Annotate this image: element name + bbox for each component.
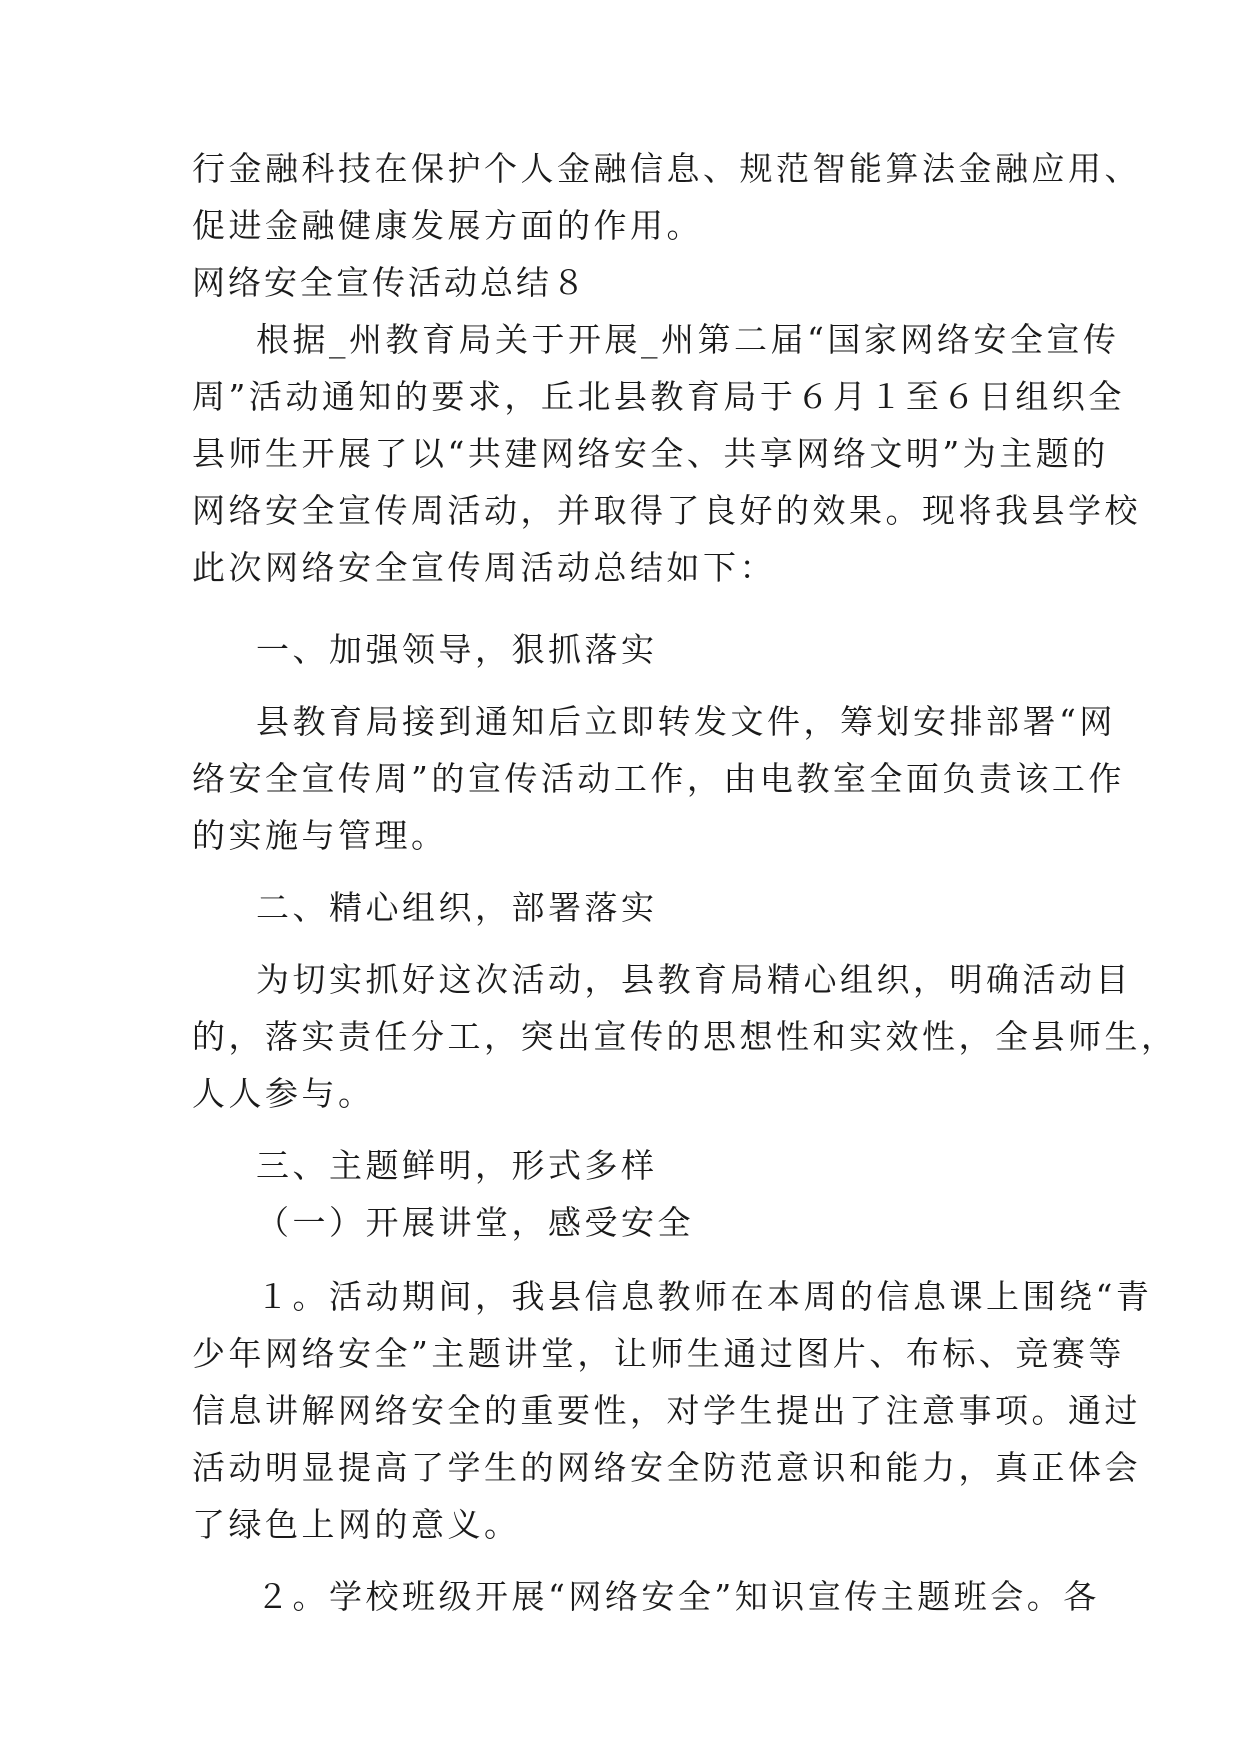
paragraph-line: 的，落实责任分工，突出宣传的思想性和实效性，全县师生， xyxy=(192,1017,1178,1056)
paragraph-line: 周”活动通知的要求，丘北县教育局于６月１至６日组织全 xyxy=(192,377,1125,416)
paragraph-line: 此次网络安全宣传周活动总结如下： xyxy=(192,548,776,587)
paragraph-line: 根据_州教育局关于开展_州第二届“国家网络安全宣传 xyxy=(256,320,1120,359)
paragraph-line: 县师生开展了以“共建网络安全、共享网络文明”为主题的 xyxy=(192,434,1109,473)
paragraph-line: １。活动期间，我县信息教师在本周的信息课上围绕“青 xyxy=(256,1277,1153,1316)
subheading: 三、主题鲜明，形式多样 xyxy=(256,1146,658,1185)
paragraph-line: 为切实抓好这次活动，县教育局精心组织，明确活动目 xyxy=(256,960,1132,999)
section-title: 网络安全宣传活动总结８ xyxy=(192,263,588,302)
paragraph-line: 网络安全宣传周活动，并取得了良好的效果。现将我县学校 xyxy=(192,491,1141,530)
paragraph-line: 络安全宣传周”的宣传活动工作，由电教室全面负责该工作 xyxy=(192,759,1125,798)
paragraph-line: 活动明显提高了学生的网络安全防范意识和能力，真正体会 xyxy=(192,1448,1141,1487)
paragraph-line: 人人参与。 xyxy=(192,1074,375,1113)
subheading: （一）开展讲堂，感受安全 xyxy=(256,1203,694,1242)
subheading: 一、加强领导，狠抓落实 xyxy=(256,630,658,669)
paragraph-line: 了绿色上网的意义。 xyxy=(192,1505,521,1544)
paragraph-line: 行金融科技在保护个人金融信息、规范智能算法金融应用、 xyxy=(192,149,1141,188)
paragraph-line: 信息讲解网络安全的重要性，对学生提出了注意事项。通过 xyxy=(192,1391,1141,1430)
paragraph-line: 的实施与管理。 xyxy=(192,816,448,855)
subheading: 二、精心组织，部署落实 xyxy=(256,888,658,927)
paragraph-line: 县教育局接到通知后立即转发文件，筹划安排部署“网 xyxy=(256,702,1116,741)
paragraph-line: 促进金融健康发展方面的作用。 xyxy=(192,206,703,245)
paragraph-line: 少年网络安全”主题讲堂，让师生通过图片、布标、竞赛等 xyxy=(192,1334,1125,1373)
paragraph-line: ２。学校班级开展“网络安全”知识宣传主题班会。各 xyxy=(256,1577,1100,1616)
